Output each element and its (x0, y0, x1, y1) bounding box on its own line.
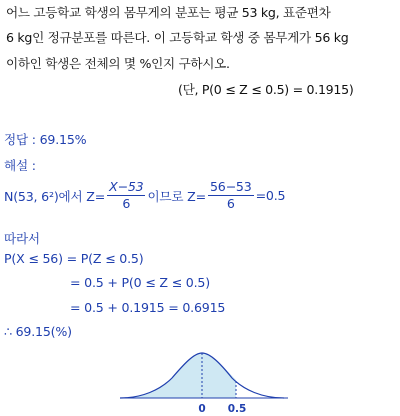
problem-line-2: 6 kg인 정규분포를 따른다. 이 고등학교 학생 중 몸무게가 56 kg (6, 30, 349, 45)
problem-condition: (단, P(0 ≤ Z ≤ 0.5) = 0.1915) (178, 82, 354, 97)
therefore-word: 따라서 (4, 231, 40, 246)
value-fraction (208, 180, 254, 212)
z-fraction-numerator: X−53 (107, 180, 145, 196)
shaded-area (120, 353, 236, 398)
tick-label-0-5: 0.5 (227, 403, 247, 415)
problem-line-1: 어느 고등학교 학생의 몸무게의 분포는 평균 53 kg, 표준편차 (6, 5, 331, 20)
standardization-line (4, 180, 285, 212)
value-fraction-numerator: 56−53 (208, 180, 254, 196)
explanation-label: 해설 : (4, 158, 36, 173)
answer-line: 정답 : 69.15% (4, 132, 87, 147)
normal-curve-graph (120, 346, 290, 416)
calc-line-1: P(X ≤ 56) = P(Z ≤ 0.5) (4, 251, 144, 266)
calc-line-3: = 0.5 + 0.1915 = 0.6915 (70, 300, 226, 315)
value-fraction-denominator: 6 (226, 196, 235, 212)
conclusion-line: ∴ 69.15(%) (4, 324, 72, 339)
problem-line-3: 이하인 학생은 전체의 몇 %인지 구하시오. (6, 56, 230, 71)
fraction-result: =0.5 (255, 188, 286, 204)
z-fraction (107, 180, 145, 212)
tick-label-0: 0 (198, 403, 206, 415)
z-fraction-denominator: 6 (122, 196, 131, 212)
calc-line-2: = 0.5 + P(0 ≤ Z ≤ 0.5) (70, 275, 210, 290)
middle-text: 이므로 Z= (147, 189, 206, 205)
distribution-prefix: N(53, 6²)에서 Z= (4, 189, 106, 205)
